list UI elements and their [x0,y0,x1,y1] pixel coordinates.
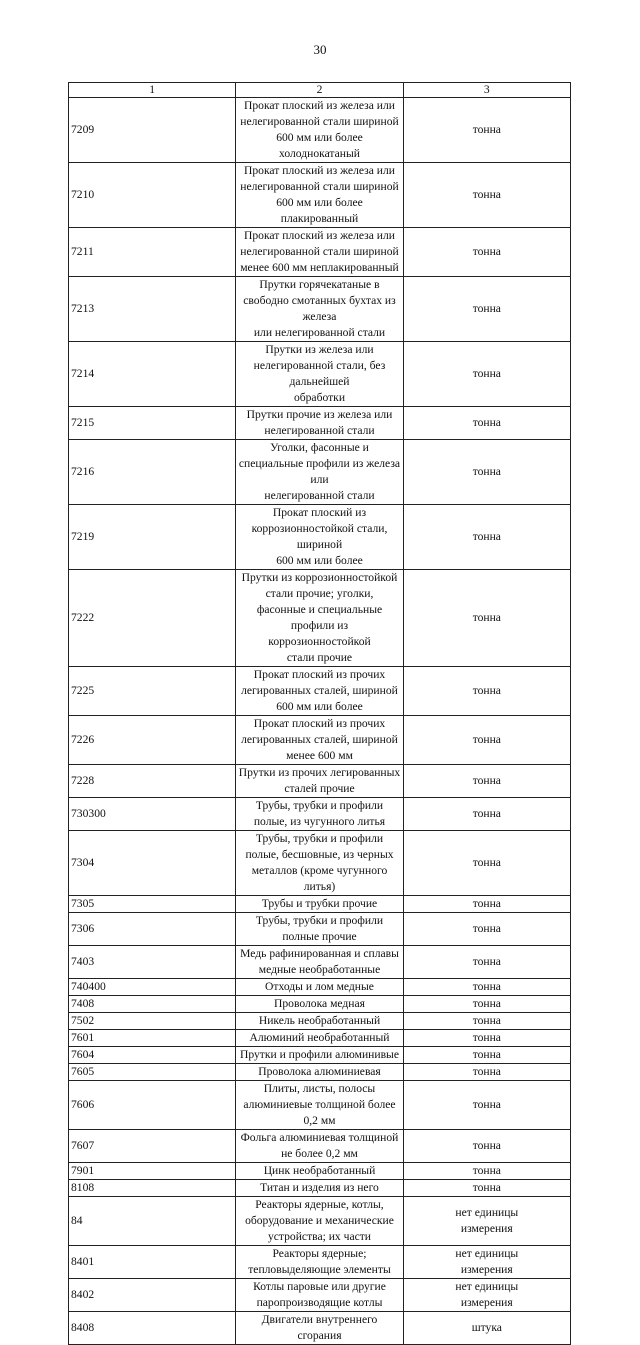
code-cell: 7502 [69,1013,236,1030]
table-row [69,163,571,228]
unit-cell [403,1197,570,1246]
table-row [69,1312,571,1345]
name-cell [236,407,403,440]
name-cell-line: Отходы и лом медные [265,980,374,993]
name-cell [236,1081,403,1130]
name-cell [236,667,403,716]
unit-cell [403,277,570,342]
table-row [69,1013,571,1030]
unit-cell-line: измерения [460,1263,513,1276]
table-row [69,1180,571,1197]
name-cell [236,1180,403,1197]
name-cell-line: Проволока медная [273,997,365,1010]
name-cell-line: Плиты, листы, полосы алюминиевые толщиной более 0,2 мм [243,1082,396,1127]
code-cell: 7304 [69,831,236,896]
name-cell-line: Прутки и профили алюминивые [239,1048,399,1061]
table-row [69,946,571,979]
unit-cell-line: тонна [472,1031,501,1044]
code-cell: 7228 [69,765,236,798]
unit-cell [403,831,570,896]
code-cell: 8401 [69,1246,236,1279]
name-cell [236,1279,403,1312]
code-cell: 730300 [69,798,236,831]
table-row [69,1130,571,1163]
name-cell [236,505,403,570]
name-cell-line: Прутки горячекатаные в свободно смотанных бухтах из железа [243,278,396,323]
unit-cell-line: тонна [472,1014,501,1027]
code-cell: 7225 [69,667,236,716]
unit-cell-line: штука [471,1321,502,1334]
name-cell-line: Трубы, трубки и профили полные прочие [255,914,384,943]
table-row [69,440,571,505]
unit-cell-line: тонна [472,922,501,935]
name-cell-line: Прутки прочие из железа или нелегированной стали [246,408,393,437]
unit-cell-line: тонна [472,302,501,315]
name-cell-line: Уголки, фасонные и специальные профили из железа или [238,441,401,486]
unit-cell-line: измерения [460,1296,513,1309]
unit-cell-line: тонна [472,1139,501,1152]
name-cell-line: Прокат плоский из прочих легированных сталей, шириной [241,717,398,746]
unit-cell-line: нет единицы [455,1206,519,1219]
unit-cell-line: тонна [472,367,501,380]
page-number: 30 [313,42,327,57]
name-cell-line: Проволока алюминиевая [258,1065,381,1078]
name-cell [236,996,403,1013]
code-cell: 7215 [69,407,236,440]
name-cell-line: нелегированной стали [264,489,375,502]
table-row [69,1163,571,1180]
name-cell-line: Фольга алюминиевая толщиной не более 0,2 мм [240,1131,399,1160]
table-row [69,1197,571,1246]
name-cell [236,979,403,996]
name-cell [236,765,403,798]
name-cell-line: Прокат плоский из железа или нелегированной стали шириной [240,164,399,193]
unit-cell [403,1246,570,1279]
name-cell-line: 600 мм или более [276,554,363,567]
name-cell [236,1013,403,1030]
name-cell-line: фасонные и специальные профили из коррозионностойкой [256,603,383,648]
code-cell: 8408 [69,1312,236,1345]
name-cell [236,1163,403,1180]
table-row [69,1081,571,1130]
unit-cell [403,505,570,570]
name-cell [236,570,403,667]
name-cell-line: 600 мм или более холоднокатаный [276,131,363,160]
unit-cell-line: тонна [472,530,501,543]
code-cell: 7226 [69,716,236,765]
name-cell-line: 600 мм или более [276,700,363,713]
unit-cell-line: тонна [472,955,501,968]
code-cell: 7408 [69,996,236,1013]
name-cell [236,946,403,979]
name-cell [236,228,403,277]
unit-cell [403,163,570,228]
unit-cell-line: нет единицы [455,1280,519,1293]
unit-cell-line: тонна [472,611,501,624]
name-cell-line: Реакторы ядерные; тепловыделяющие элементы [248,1247,391,1276]
table-row [69,1279,571,1312]
table-row [69,407,571,440]
table-row [69,1030,571,1047]
code-cell: 740400 [69,979,236,996]
name-cell [236,1064,403,1081]
unit-cell [403,342,570,407]
name-cell-line: Алюминий необработанный [249,1031,390,1044]
unit-cell-line: тонна [472,188,501,201]
unit-cell-line: тонна [472,807,501,820]
unit-cell-line: тонна [472,1048,501,1061]
unit-cell [403,1180,570,1197]
unit-cell-line: тонна [472,774,501,787]
name-cell [236,798,403,831]
unit-cell-line: тонна [472,465,501,478]
unit-cell [403,1013,570,1030]
table-row [69,342,571,407]
name-cell-line: Двигатели внутреннего сгорания [261,1313,378,1342]
code-cell: 7306 [69,913,236,946]
name-cell-line: менее 600 мм неплакированный [240,261,399,274]
name-cell-line: Прутки из прочих легированных сталей прочие [238,766,401,795]
name-cell-line: Прутки из коррозионностойкой стали прочие; уголки, [241,571,398,600]
table-row [69,1047,571,1064]
unit-cell [403,440,570,505]
commodity-table [68,82,571,1345]
unit-cell-line: нет единицы [455,1247,519,1260]
table-row [69,1064,571,1081]
code-cell: 7605 [69,1064,236,1081]
unit-cell-line: тонна [472,980,501,993]
unit-cell-line: тонна [472,416,501,429]
unit-cell [403,1081,570,1130]
code-cell: 7214 [69,342,236,407]
table-row [69,505,571,570]
unit-cell [403,1312,570,1345]
unit-cell [403,1279,570,1312]
table-row [69,913,571,946]
name-cell [236,1197,403,1246]
code-cell: 8402 [69,1279,236,1312]
name-cell [236,716,403,765]
table-row [69,228,571,277]
unit-cell-line: измерения [460,1222,513,1235]
table-row [69,831,571,896]
table-row [69,277,571,342]
name-cell-line: Медь рафинированная и сплавы медные необработанные [240,947,399,976]
name-cell [236,1047,403,1064]
header-col-2: 2 [236,83,403,98]
name-cell-line: Трубы и трубки прочие [261,897,378,910]
name-cell [236,342,403,407]
name-cell-line: Титан и изделия из него [260,1181,379,1194]
name-cell-line: Трубы, трубки и профили полые, из чугунного литья [253,799,386,828]
unit-cell [403,667,570,716]
unit-cell-line: тонна [472,856,501,869]
unit-cell [403,1064,570,1081]
name-cell-line: Цинк необработанный [263,1164,376,1177]
name-cell-line: Котлы паровые или другие паропроизводящие котлы [253,1280,386,1309]
unit-cell-line: тонна [472,1181,501,1194]
unit-cell [403,228,570,277]
table-row [69,798,571,831]
name-cell [236,913,403,946]
name-cell-line: Никель необработанный [258,1014,381,1027]
name-cell-line: или нелегированной стали [253,326,386,339]
code-cell: 7403 [69,946,236,979]
code-cell: 7601 [69,1030,236,1047]
unit-cell-line: тонна [472,897,501,910]
name-cell-line: обработки [293,391,346,404]
table-header-row [69,83,571,98]
code-cell: 7209 [69,98,236,163]
name-cell [236,896,403,913]
name-cell-line: Трубы, трубки и профили полые, бесшовные, из черных [245,832,394,861]
unit-cell [403,1030,570,1047]
unit-cell [403,913,570,946]
name-cell-line: Прокат плоский из железа или нелегированной стали шириной [240,229,399,258]
code-cell: 84 [69,1197,236,1246]
name-cell [236,1130,403,1163]
table-row [69,896,571,913]
name-cell [236,1312,403,1345]
code-cell: 7213 [69,277,236,342]
name-cell-line: Прокат плоский из прочих легированных сталей, шириной [241,668,398,697]
header-col-3: 3 [403,83,570,98]
unit-cell [403,996,570,1013]
table-row [69,1246,571,1279]
header-col-1: 1 [69,83,236,98]
table-row [69,98,571,163]
name-cell [236,163,403,228]
name-cell [236,1246,403,1279]
unit-cell-line: тонна [472,733,501,746]
unit-cell [403,1163,570,1180]
unit-cell [403,946,570,979]
name-cell [236,440,403,505]
unit-cell-line: тонна [472,1065,501,1078]
unit-cell-line: тонна [472,684,501,697]
unit-cell-line: тонна [472,245,501,258]
name-cell-line: Прутки из железа или нелегированной стали, без дальнейшей [253,343,386,388]
table-row [69,716,571,765]
table-row [69,765,571,798]
table-row [69,570,571,667]
code-cell: 7219 [69,505,236,570]
unit-cell-line: тонна [472,1098,501,1111]
name-cell [236,277,403,342]
table-row [69,667,571,716]
name-cell [236,98,403,163]
table-row [69,979,571,996]
name-cell-line: 600 мм или более плакированный [276,196,363,225]
unit-cell [403,570,570,667]
code-cell: 7901 [69,1163,236,1180]
name-cell-line: устройства; их части [267,1230,372,1243]
code-cell: 7604 [69,1047,236,1064]
code-cell: 7607 [69,1130,236,1163]
unit-cell [403,798,570,831]
name-cell [236,831,403,896]
unit-cell [403,765,570,798]
name-cell-line: Прокат плоский из железа или нелегированной стали шириной [240,99,399,128]
name-cell-line: металлов (кроме чугунного литья) [251,864,388,893]
unit-cell-line: тонна [472,1164,501,1177]
code-cell: 7222 [69,570,236,667]
unit-cell-line: тонна [472,123,501,136]
code-cell: 7211 [69,228,236,277]
code-cell: 7606 [69,1081,236,1130]
name-cell-line: Прокат плоский из коррозионностойкой стали, шириной [251,506,388,551]
code-cell: 7216 [69,440,236,505]
code-cell: 7305 [69,896,236,913]
name-cell-line: менее 600 мм [286,749,353,762]
unit-cell-line: тонна [472,997,501,1010]
table-row [69,996,571,1013]
unit-cell [403,407,570,440]
table-body [69,98,571,1345]
name-cell-line: Реакторы ядерные, котлы, оборудование и механические [245,1198,394,1227]
unit-cell [403,98,570,163]
name-cell-line: стали прочие [286,651,353,664]
unit-cell [403,1130,570,1163]
code-cell: 8108 [69,1180,236,1197]
unit-cell [403,1047,570,1064]
name-cell [236,1030,403,1047]
unit-cell [403,979,570,996]
unit-cell [403,716,570,765]
code-cell: 7210 [69,163,236,228]
unit-cell [403,896,570,913]
